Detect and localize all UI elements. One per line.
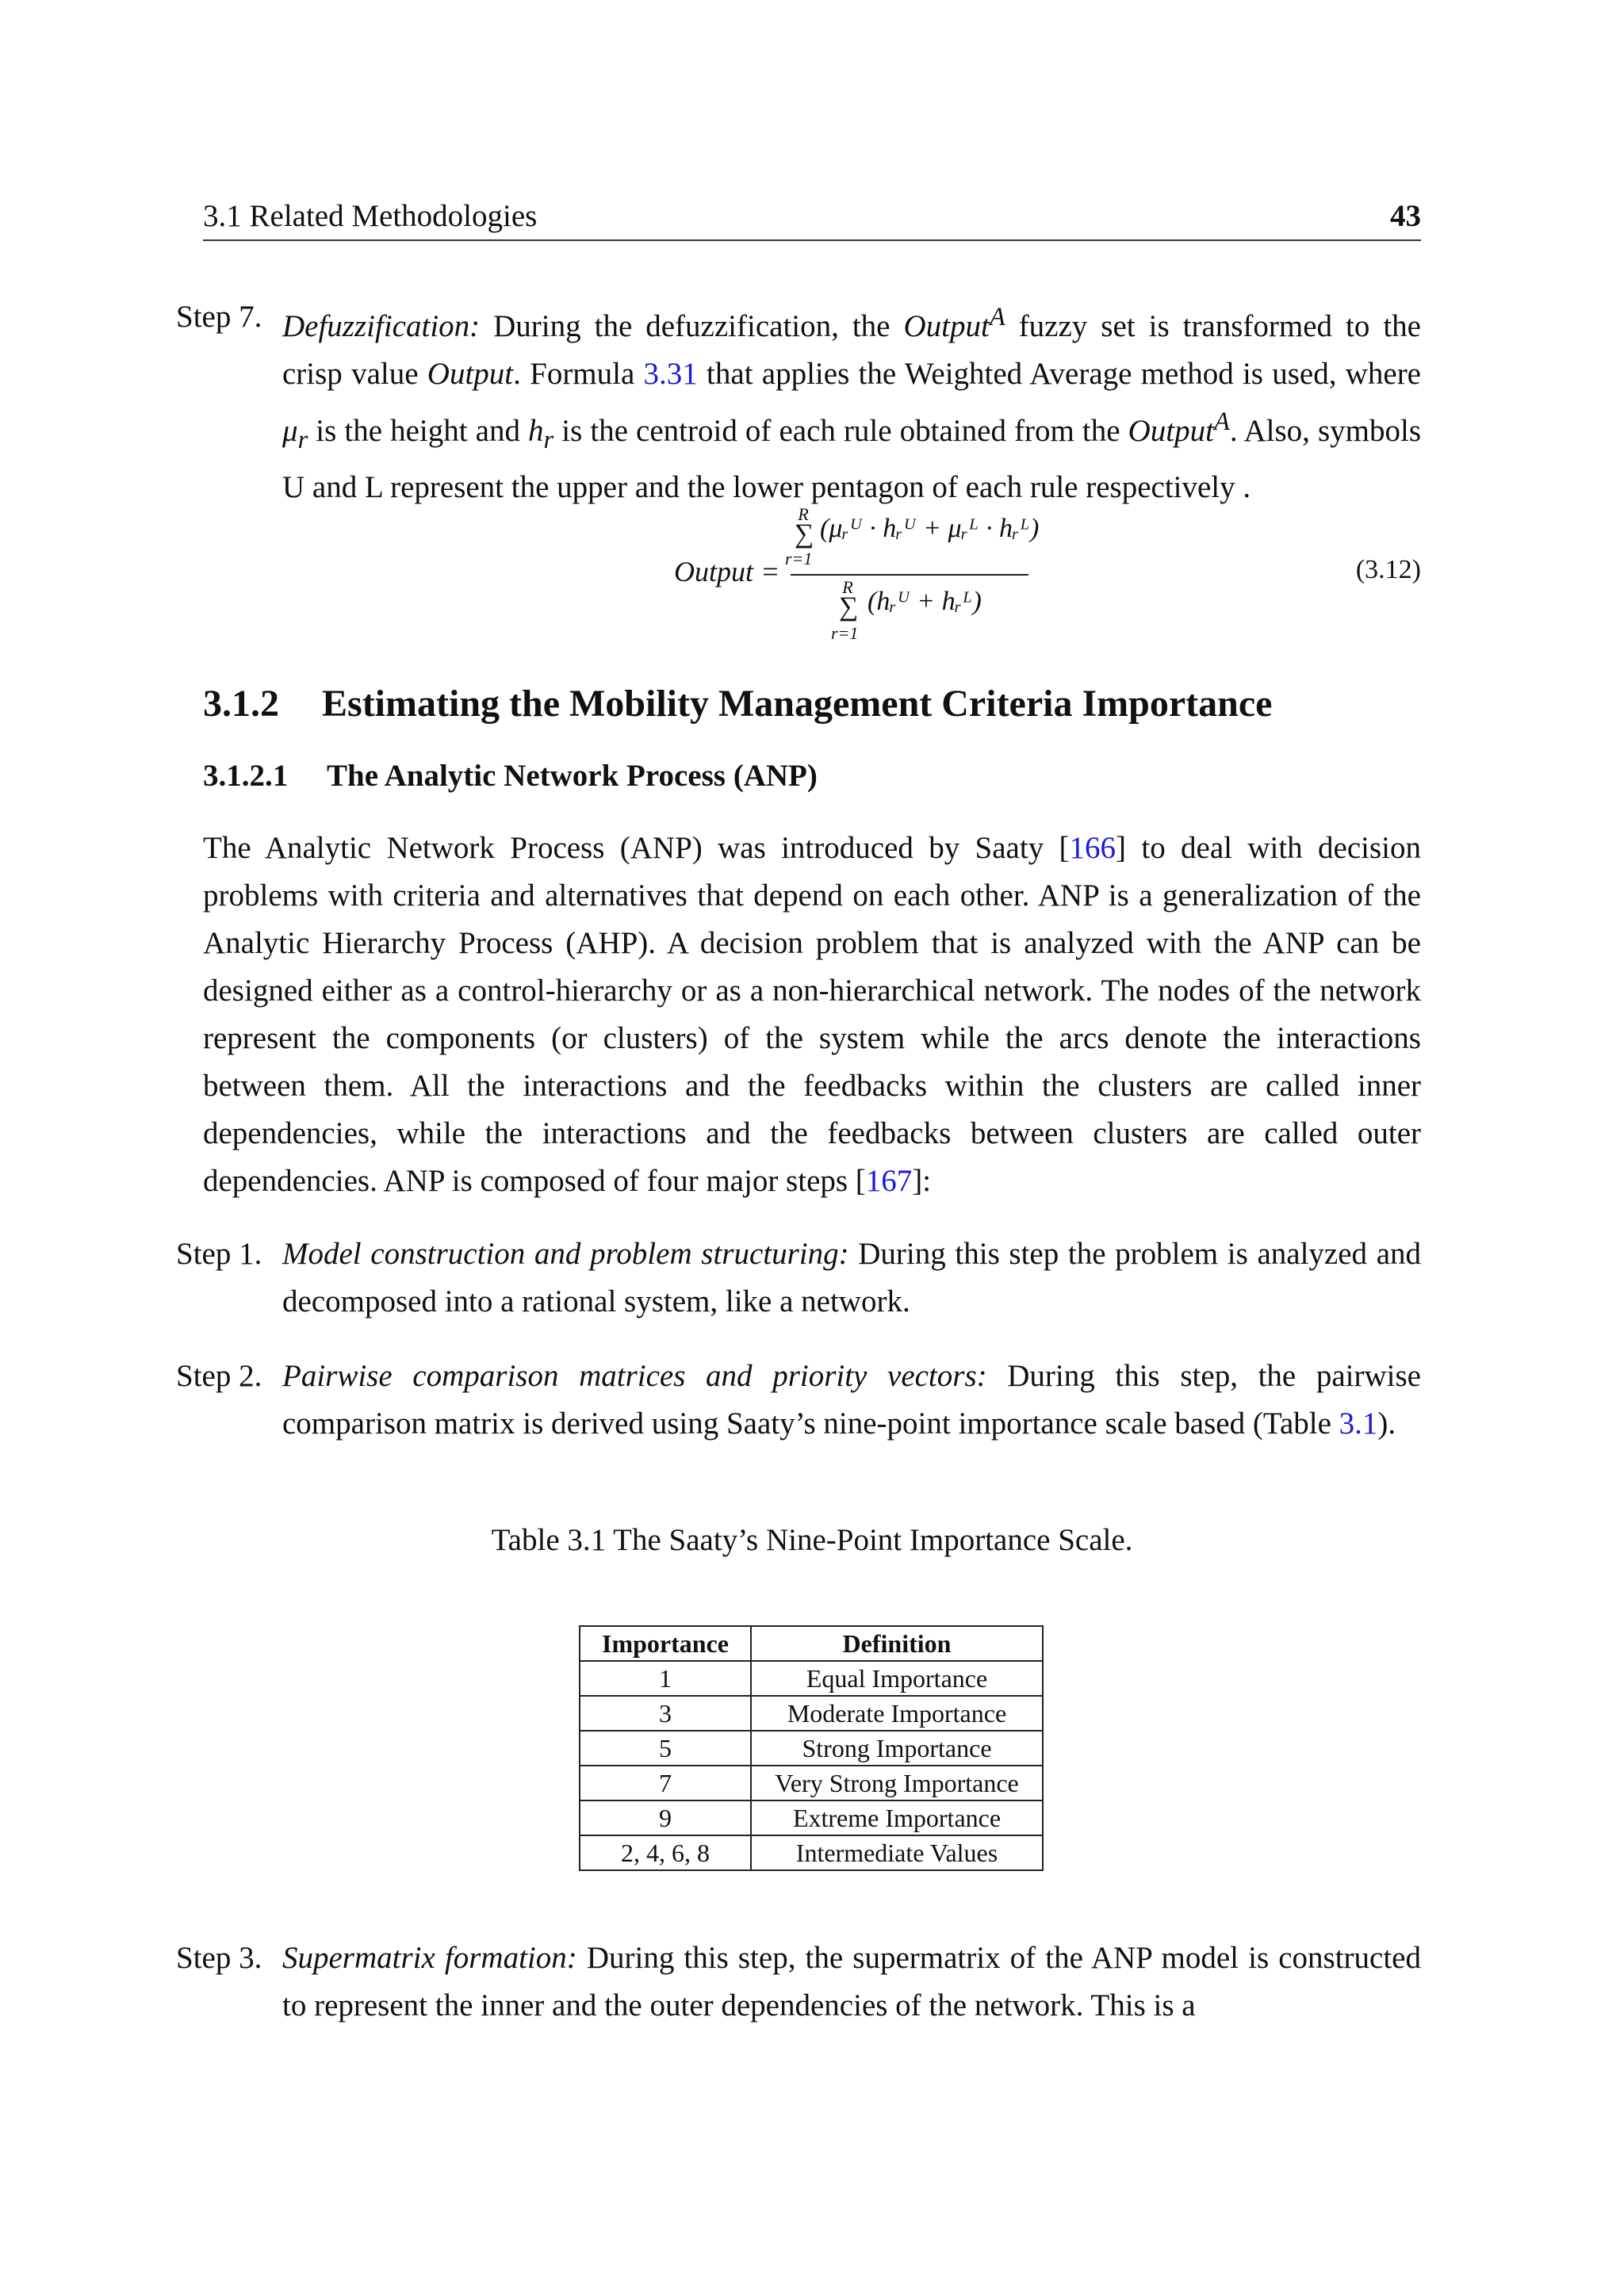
equation-num-sum: R ∑ <box>795 504 814 549</box>
table-caption: Table 3.1 The Saaty’s Nine-Point Importance Scale. <box>491 1523 1133 1557</box>
equation-den-sum: R ∑ <box>839 577 859 622</box>
table-row: 1 Equal Importance <box>580 1661 1043 1696</box>
table-row: 9 Extreme Importance <box>580 1800 1043 1835</box>
formula-link[interactable]: 3.31 <box>643 357 698 391</box>
step-7-title: Defuzzification: <box>282 309 481 343</box>
equation-denominator: (hᵣᵁ + hᵣᴸ) <box>868 587 982 616</box>
step-3-title: Supermatrix formation: <box>282 1941 577 1975</box>
fraction-line <box>791 574 1028 576</box>
column-header: Importance <box>580 1626 751 1661</box>
section-heading: 3.1.2 Estimating the Mobility Management Criteria Importance <box>203 683 1273 725</box>
equation-number: (3.12) <box>1355 555 1421 584</box>
step-2-body: Pairwise comparison matrices and priority vectors: During this step, the pairwise comparison matrix is derived using Saaty’s nine-point importance scale based (Table 3.1). <box>282 1359 1421 1441</box>
table-header-row <box>580 1626 1043 1661</box>
anp-paragraph: The Analytic Network Process (ANP) was introduced by Saaty [166] to deal with decision problems with criteria and alternatives that depend on each other. ANP is a generalization of the Analytic Hierarchy Process (AHP). A decision problem that is analyzed with the ANP can be designed either as a control-hierarchy or as a non-hierarchical network. The nodes of the network represent the components (or clusters) of the system while the arcs denote the interactions between them. All the interactions and the feedbacks within the clusters are called inner dependencies, while the interactions and the feedbacks between clusters are called outer dependencies. ANP is composed of four major steps [167]: <box>203 831 1421 1198</box>
page-number: 43 <box>1390 199 1421 233</box>
equation-lhs: Output = <box>674 556 780 587</box>
saaty-scale-table <box>579 1625 1044 1871</box>
step-1-body: Model construction and problem structuring: During this step the problem is analyzed and decomposed into a rational system, like a network. <box>282 1237 1421 1318</box>
citation-link[interactable]: 166 <box>1069 831 1116 865</box>
step-3-body: Supermatrix formation: During this step, the supermatrix of the ANP model is constructed to represent the inner and the outer dependencies of the network. This is a <box>282 1941 1421 2022</box>
step-7-label: Step 7. <box>176 300 262 334</box>
table-row: 3 Moderate Importance <box>580 1696 1043 1731</box>
step-1-label: Step 1. <box>176 1237 262 1271</box>
step-2-label: Step 2. <box>176 1359 262 1393</box>
table-row: 2, 4, 6, 8 Intermediate Values <box>580 1835 1043 1870</box>
step-7-body: Defuzzification: During the defuzzification, the Output$^A$ fuzzy set is transformed to the crisp value Output. Formula 3.31 that applies the Weighted Average method is used, where $\mu_r$ is the height and $h_r$ is the centroid of each rule obtained from the Output$^A$. Also, symbols U and L represent the upper and the lower pentagon of each rule respectively . <box>282 303 1421 504</box>
step-2-title: Pairwise comparison matrices and priority vectors: <box>282 1359 987 1393</box>
table-link[interactable]: 3.1 <box>1339 1406 1378 1441</box>
subsection-heading: 3.1.2.1 The Analytic Network Process (ANP) <box>203 759 818 793</box>
running-header-section: 3.1 Related Methodologies <box>203 199 538 233</box>
header-divider <box>203 239 1421 241</box>
step-1-title: Model construction and problem structuring: <box>282 1237 849 1271</box>
step-3-label: Step 3. <box>176 1941 262 1975</box>
table-row: 7 Very Strong Importance <box>580 1766 1043 1800</box>
table-row: 5 Strong Importance <box>580 1731 1043 1766</box>
column-header: Definition <box>751 1626 1043 1661</box>
equation-numerator: (μᵣᵁ · hᵣᵁ + μᵣᴸ · hᵣᴸ) <box>820 514 1040 543</box>
citation-link[interactable]: 167 <box>865 1164 913 1198</box>
